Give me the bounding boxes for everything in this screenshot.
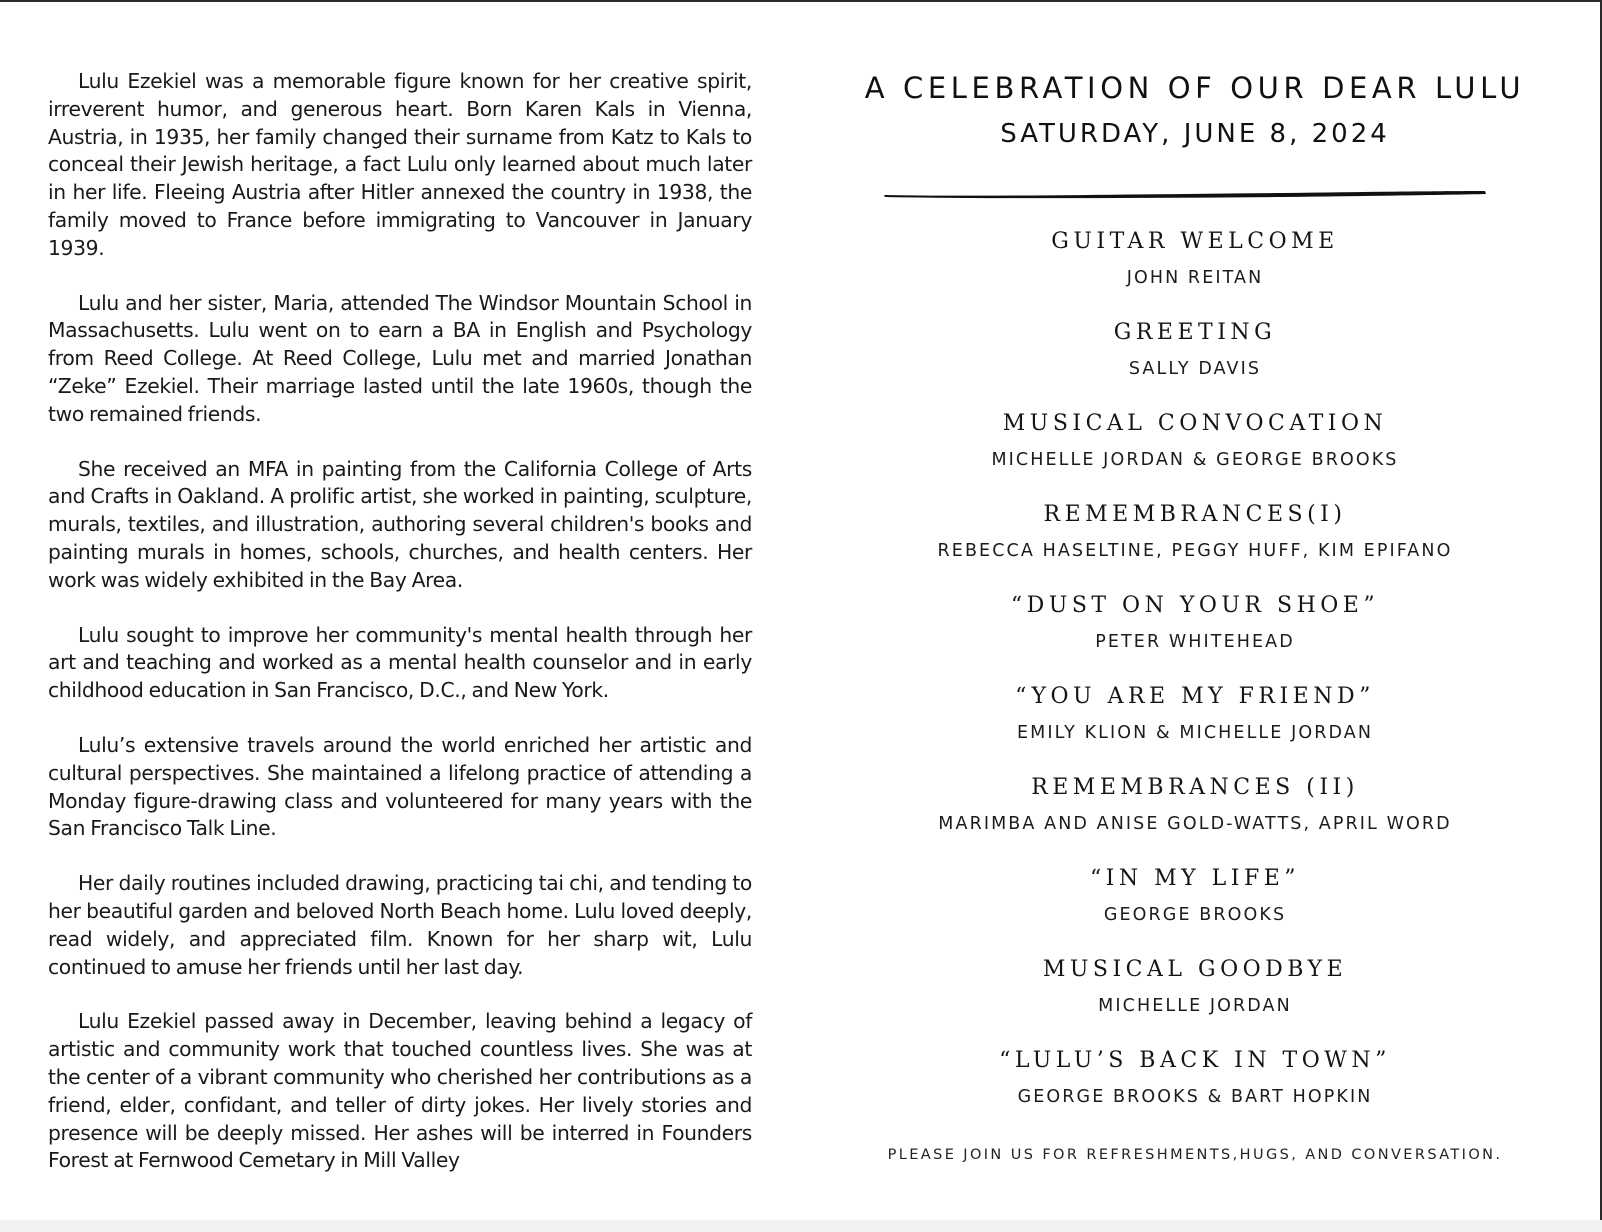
program-item-performer: MARIMBA AND ANISE GOLD-WATTS, APRIL WORD <box>938 814 1452 834</box>
program-item <box>826 681 1564 772</box>
program-item-title: “DUST ON YOUR SHOE” <box>1010 593 1380 618</box>
obituary-paragraph: Lulu and her sister, Maria, attended The Windsor Mountain School in Massachusetts. Lulu went on to earn a BA in English and Psychology from Reed College. At Reed College, Lulu met and married Jonathan “Zeke” Ezekiel. Their marriage lasted until the late 1960s, though the two remained friends. <box>48 290 752 426</box>
obituary-paragraph: Her daily routines included drawing, practicing tai chi, and tending to her beautiful garden and beloved North Beach home. Lulu loved deeply, read widely, and appreciated film. Known for her sharp wit, Lulu continued to amuse her friends until her last day. <box>48 871 752 979</box>
bottom-band <box>0 1220 1602 1232</box>
program-item-title: “LULU’S BACK IN TOWN” <box>999 1048 1391 1073</box>
program-item-performer: SALLY DAVIS <box>1128 359 1262 379</box>
obituary-paragraph: Lulu Ezekiel was a memorable figure known for her creative spirit, irreverent humor, and generous heart. Born Karen Kals in Vienna, Austria, in 1935, her family changed their surname from Katz to Kals to conceal their Jewish heritage, a fact Lulu only learned about much later in her life. Fleeing Austria after Hitler annexed the country in 1938, the family moved to France before immigrating to Vancouver in January 1939. <box>48 69 752 260</box>
program-item-performer: MICHELLE JORDAN & GEORGE BROOKS <box>991 450 1399 470</box>
obituary-paragraph: She received an MFA in painting from the California College of Arts and Crafts in Oakland. A prolific artist, she worked in painting, sculpture, murals, textiles, and illustration, authoring several children's books and painting murals in homes, schools, churches, and health centers. Her work was widely exhibited in the Bay Area. <box>48 456 752 592</box>
program-item-performer: REBECCA HASELTINE, PEGGY HUFF, KIM EPIFANO <box>937 541 1453 561</box>
program-item-title: MUSICAL CONVOCATION <box>1002 411 1388 436</box>
closing-note: PLEASE JOIN US FOR REFRESHMENTS,HUGS, AND CONVERSATION. <box>887 1147 1503 1163</box>
program-item-title: “YOU ARE MY FRIEND” <box>1015 684 1375 709</box>
obituary-paragraph: Lulu Ezekiel passed away in December, leaving behind a legacy of artistic and community work that touched countless lives. She was at the center of a vibrant community who cherished her contributions as a friend, elder, confidant, and teller of dirty jokes. Her lively stories and presence will be deeply missed. Her ashes will be interred in Founders Forest at Fernwood Cemetary in Mill Valley <box>48 1009 752 1173</box>
program-item-performer: EMILY KLION & MICHELLE JORDAN <box>1016 723 1374 743</box>
obituary-paragraph: Lulu sought to improve her community's mental health through her art and teaching and worked as a mental health counselor and in early childhood education in San Francisco, D.C., and New York. <box>48 622 752 703</box>
program-item <box>826 317 1564 408</box>
program-title: A CELEBRATION OF OUR DEAR LULU <box>864 71 1526 105</box>
program-item-performer: PETER WHITEHEAD <box>1095 632 1295 652</box>
program-item-title: “IN MY LIFE” <box>1089 866 1301 891</box>
obituary-paragraph: Lulu’s extensive travels around the world enriched her artistic and cultural perspectives. She maintained a lifelong practice of attending a Monday figure-drawing class and volunteered for many years with the San Francisco Talk Line. <box>48 732 752 841</box>
program-list <box>826 226 1564 1136</box>
program-item <box>826 226 1564 317</box>
program-item-performer: MICHELLE JORDAN <box>1098 996 1292 1016</box>
program-item-title: REMEMBRANCES (II) <box>1031 775 1359 800</box>
program-item-performer: GEORGE BROOKS <box>1103 905 1287 925</box>
program-item-title: REMEMBRANCES(I) <box>1043 502 1347 527</box>
program-item <box>826 954 1564 1045</box>
program-date: SATURDAY, JUNE 8, 2024 <box>1000 119 1390 149</box>
program-item <box>826 499 1564 590</box>
obituary-column <box>48 68 752 1175</box>
program-item <box>826 863 1564 954</box>
program-item-title: MUSICAL GOODBYE <box>1042 957 1348 982</box>
program-item-title: GUITAR WELCOME <box>1051 229 1339 254</box>
program-item-performer: JOHN REITAN <box>1126 268 1264 288</box>
program-item-title: GREETING <box>1113 320 1277 345</box>
program-item <box>826 590 1564 681</box>
brush-stroke-divider <box>882 186 1488 202</box>
program-column <box>826 66 1564 1166</box>
program-item <box>826 408 1564 499</box>
program-item <box>826 772 1564 863</box>
program-item <box>826 1045 1564 1136</box>
program-item-performer: GEORGE BROOKS & BART HOPKIN <box>1017 1087 1373 1107</box>
